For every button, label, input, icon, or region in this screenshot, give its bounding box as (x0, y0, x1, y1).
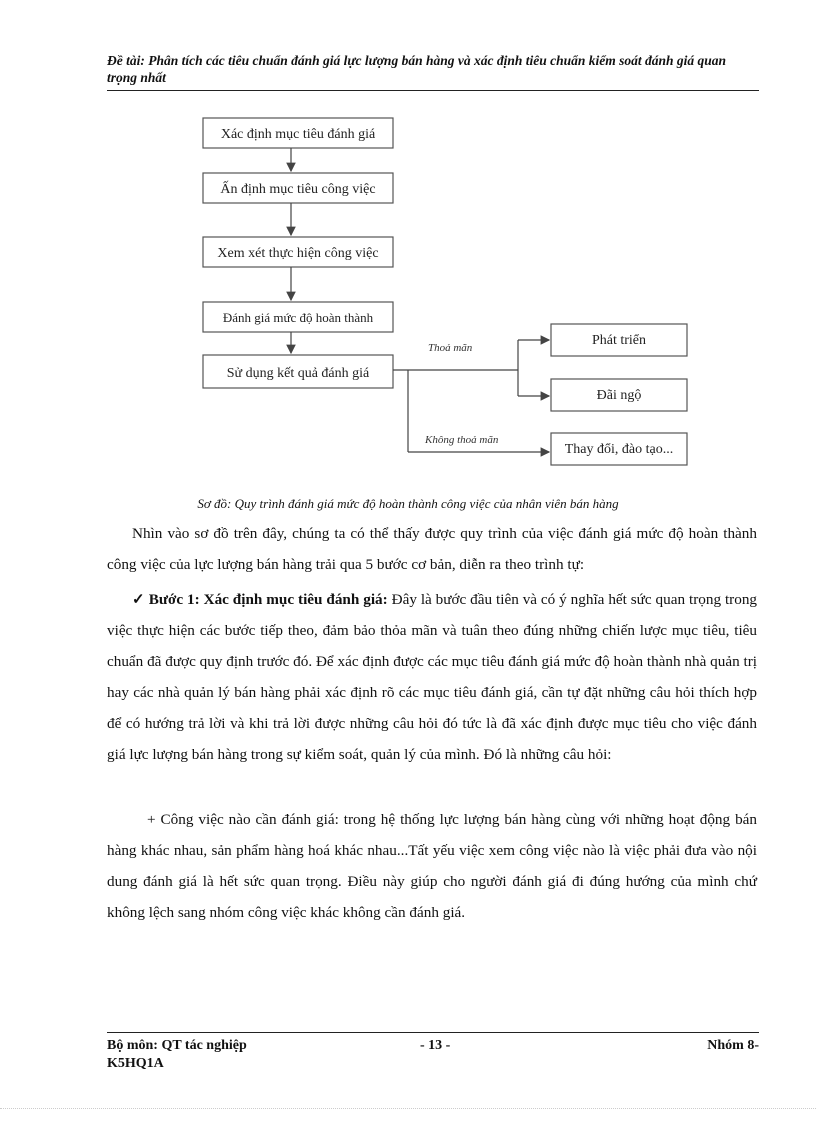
step-label-5: Sử dụng kết quả đánh giá (226, 366, 370, 381)
paragraph-intro: Nhìn vào sơ đồ trên đây, chúng ta có thể thấy được quy trình của việc đánh giá mức độ hoàn thành công việc của lực lượng bán hàng trải qua 5 bước cơ bản, diễn ra theo trình tự: (107, 525, 757, 573)
check-icon: ✓ (132, 591, 145, 608)
outcome-label-1: Phát triển (591, 333, 647, 348)
outcome-label-3: Thay đổi, đào tạo... (564, 442, 674, 457)
step-label-1: Xác định mục tiêu đánh giá (220, 127, 376, 142)
footer-divider (107, 1032, 759, 1033)
footer-department: Bộ môn: QT tác nghiệp K5HQ1A (107, 1038, 247, 1071)
branch-label-satisfied: Thoả mãn (428, 342, 473, 354)
step-label-2: Ấn định mục tiêu công việc (220, 182, 376, 197)
branch-label-unsatisfied: Không thoả mãn (425, 434, 499, 446)
footer-group: Nhóm 8- (707, 1038, 759, 1053)
flowchart (0, 0, 816, 480)
step-label-3: Xem xét thực hiện công việc (217, 246, 379, 261)
page-bottom-border (0, 1108, 816, 1109)
paragraph-question-1: + Công việc nào cần đánh giá: trong hệ thống lực lượng bán hàng cùng với những hoạt động bán hàng khác nhau, sản phẩm hàng hoá khác nhau...Tất yếu việc xem công việc nào là việc phải đưa vào nội dung đánh giá là hết sức quan trọng. Điều này giúp cho người đánh giá đi đúng hướng của mình chứ không lệch sang nhóm công việc khác không cần đánh giá. (107, 811, 757, 921)
page-header: Đề tài: Phân tích các tiêu chuẩn đánh giá lực lượng bán hàng và xác định tiêu chuẩn kiểm soát đánh giá quan trọng nhất (107, 53, 727, 85)
outcome-label-2: Đãi ngộ (596, 388, 642, 403)
step-1-heading: Bước 1: Xác định mục tiêu đánh giá: (148, 591, 388, 608)
paragraph-step-1 (107, 584, 757, 770)
page-number: - 13 - (420, 1038, 451, 1053)
diagram-caption: Sơ đồ: Quy trình đánh giá mức độ hoàn thành công việc của nhân viên bán hàng (197, 496, 619, 511)
step-label-4: Đánh giá mức độ hoàn thành (222, 310, 374, 325)
step-1-text: Đây là bước đầu tiên và có ý nghĩa hết sức quan trọng trong việc thực hiện các bước tiếp theo, đảm bảo thỏa mãn và tuân theo đúng những chiến lược mục tiêu, tiêu chuẩn đã được quy định trước đó. Để xác định được các mục tiêu đánh giá mức độ hoàn thành nhà quản trị hay các nhà quản lý bán hàng phải xác định rõ các mục tiêu đánh giá, cần tự đặt những câu hỏi thích hợp để có hướng trả lời và khi trả lời được những câu hỏi đó tức là đã xác định được mục tiêu cho việc đánh giá lực lượng bán hàng trong sự kiểm soát, quản lý của mình. Đó là những câu hỏi: (107, 591, 758, 763)
